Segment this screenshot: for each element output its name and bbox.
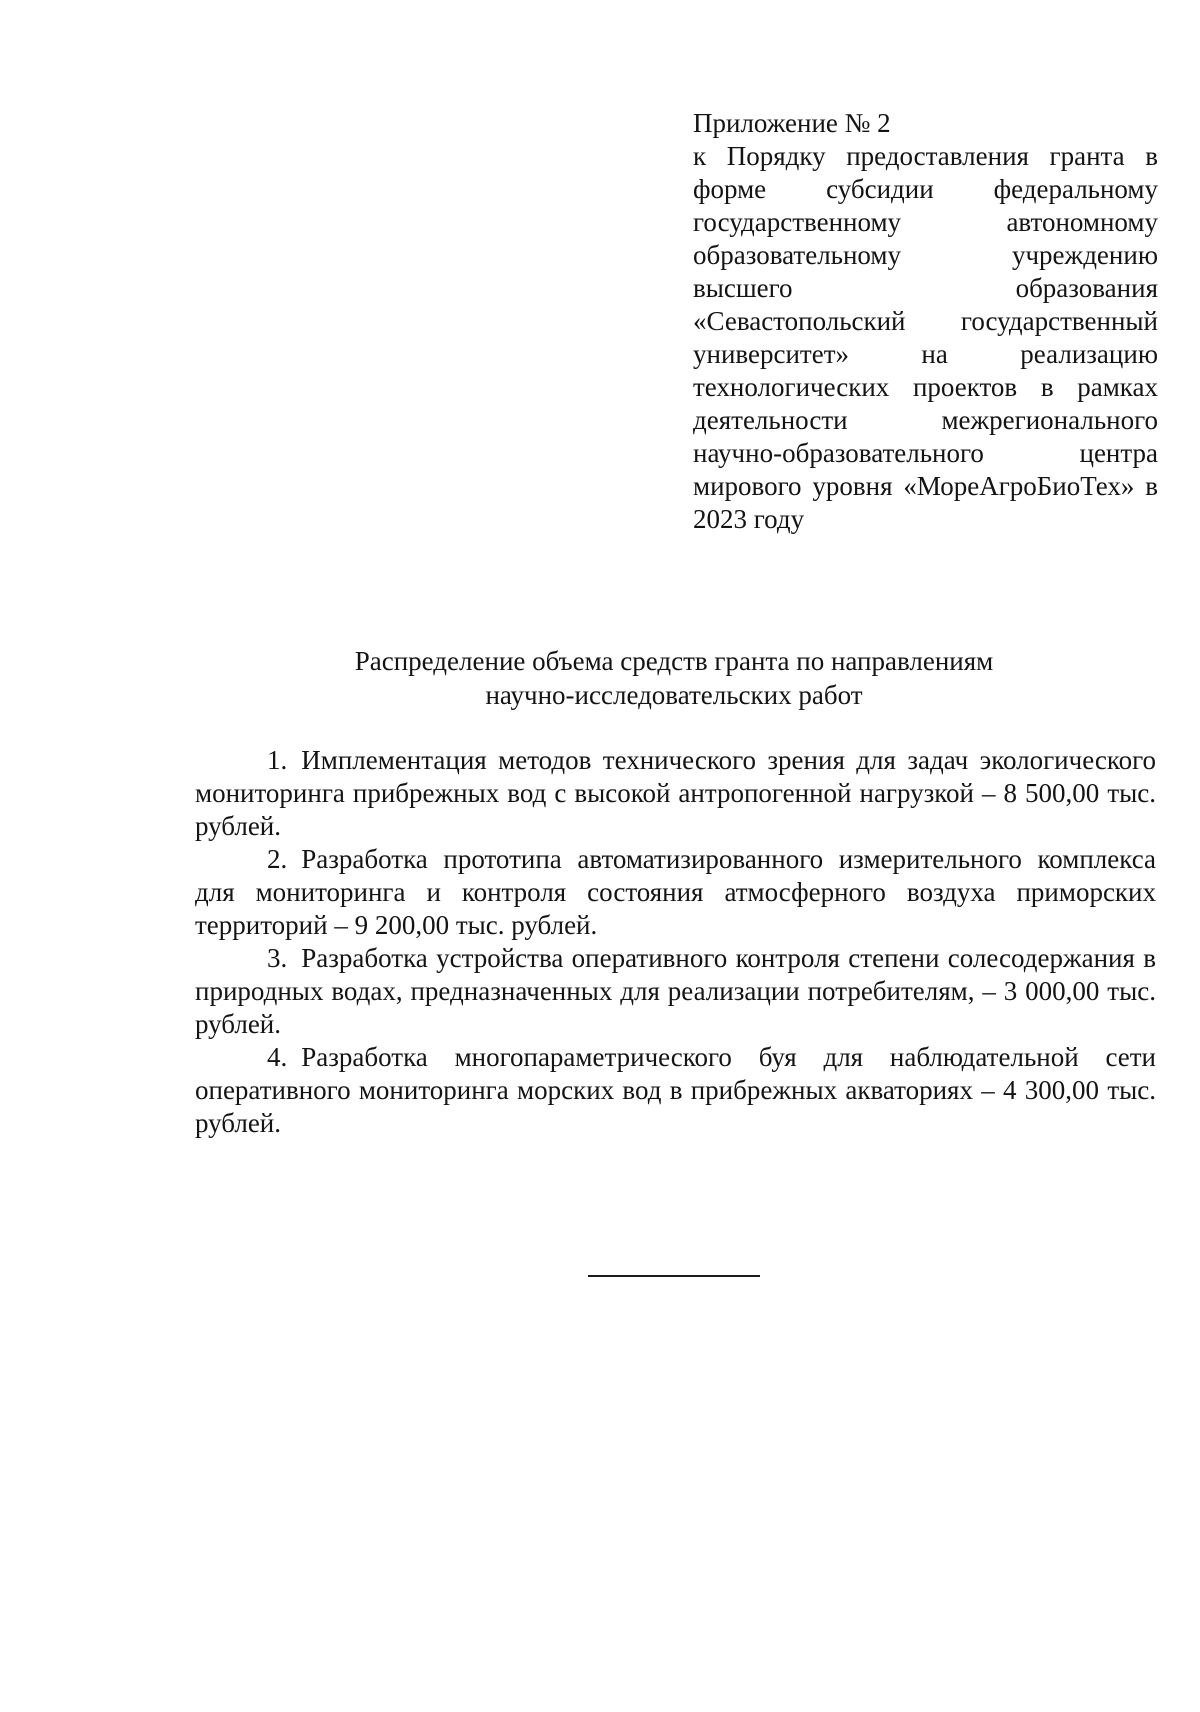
list-item-text: Разработка прототипа автоматизированного измерительного комплекса для мониторинга и контроля состояния атмосферного воздуха приморских территорий – 9 200,00 тыс. рублей. — [195, 844, 1156, 940]
document-title-line-2: научно-исследовательских работ — [485, 680, 863, 710]
appendix-header — [693, 107, 1158, 536]
list-item-text: Имплементация методов технического зрения для задач экологического мониторинга прибрежных вод с высокой антропогенной нагрузкой – 8 500,00 тыс. рублей. — [195, 745, 1156, 841]
list-item-number: 3. — [267, 943, 288, 973]
list-item-number: 1. — [267, 745, 288, 775]
funding-directions-list — [195, 744, 1156, 1140]
list-item-text: Разработка многопараметрического буя для наблюдательной сети оперативного мониторинга морских вод в прибрежных акваториях – 4 300,00 тыс. рублей. — [195, 1042, 1156, 1138]
list-item-text: Разработка устройства оперативного контроля степени солесодержания в природных водах, предназначенных для реализации потребителям, – 3 000,00 тыс. рублей. — [195, 943, 1156, 1039]
closing-divider — [588, 1275, 760, 1277]
list-item — [195, 843, 1156, 942]
appendix-reference: к Порядку предоставления гранта в форме субсидии федеральному государственному автономному образовательному учреждению высшего образования «Севастопольский государственный университет» на реализацию технологических проектов в рамках деятельности межрегионального научно-образовательного центра мирового уровня «МореАгроБиоТех» в 2023 году — [693, 141, 1158, 534]
list-item — [195, 1041, 1156, 1140]
document-title — [190, 644, 1158, 712]
list-item-number: 2. — [267, 844, 288, 874]
list-item — [195, 942, 1156, 1041]
list-item — [195, 744, 1156, 843]
document-title-line-1: Распределение объема средств гранта по направлениям — [354, 646, 994, 676]
list-item-number: 4. — [267, 1042, 288, 1072]
appendix-title: Приложение № 2 — [693, 108, 891, 138]
